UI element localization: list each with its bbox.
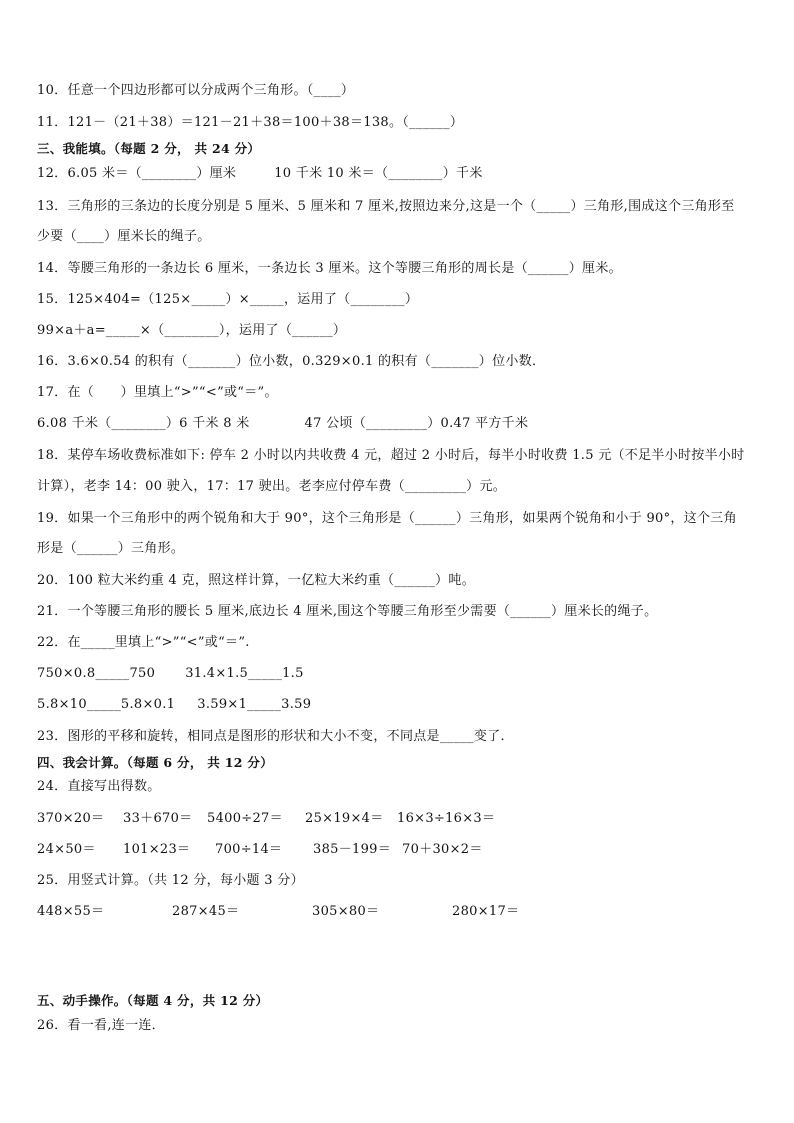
question-26: 26．看一看,连一连． <box>37 1018 165 1033</box>
calc-item: 25×19×4＝ <box>305 811 384 826</box>
question-17-item-b: 47 公顷（_________）0.47 平方千米 <box>304 416 529 431</box>
calc-item: 700÷14＝ <box>215 842 283 857</box>
compare-item: 5.8×10_____5.8×0.1 <box>37 697 176 712</box>
question-15-line-1: 15．125×404=（125×_____）×_____，运用了（________） <box>37 292 419 307</box>
calc-item: 33＋670＝ <box>123 811 193 826</box>
vertical-calc-item: 287×45＝ <box>172 904 240 919</box>
question-25: 25．用竖式计算。（共 12 分，每小题 3 分） <box>37 873 304 888</box>
vertical-calc-item: 280×17＝ <box>452 904 520 919</box>
section-5-heading: 五、动手操作。（每题 4 分，共 12 分） <box>37 993 269 1008</box>
question-21: 21．一个等腰三角形的腰长 5 厘米,底边长 4 厘米,围这个等腰三角形至少需要（______）厘米长的绳子。 <box>37 604 658 619</box>
question-13-line-2: 少要（____）厘米长的绳子。 <box>37 229 211 244</box>
calc-item: 370×20＝ <box>37 811 105 826</box>
question-19-line-1: 19．如果一个三角形中的两个锐角和大于 90°，这个三角形是（______）三角形，如果两个锐角和小于 90°，这个三角 <box>37 511 737 526</box>
question-15-line-2: 99×a＋a=_____×（________），运用了（______） <box>37 323 347 338</box>
question-10: 10．任意一个四边形都可以分成两个三角形。（____） <box>37 83 355 98</box>
calc-item: 70＋30×2＝ <box>402 842 483 857</box>
question-17: 17．在（ ）里填上“>”“<”或“＝”。 <box>37 385 278 400</box>
question-11: 11．121－（21＋38）＝121－21＋38＝100＋38＝138。（______） <box>37 115 464 130</box>
compare-item: 31.4×1.5_____1.5 <box>185 666 304 681</box>
question-14: 14．等腰三角形的一条边长 6 厘米，一条边长 3 厘米。这个等腰三角形的周长是（______）厘米。 <box>37 261 622 276</box>
question-22-row-2 <box>37 696 311 714</box>
question-23: 23．图形的平移和旋转，相同点是图形的形状和大小不变，不同点是_____变了． <box>37 729 514 744</box>
question-12-part-a: 12．6.05 米＝（________）厘米 <box>37 166 237 181</box>
calc-item: 101×23＝ <box>123 842 191 857</box>
question-18-line-1: 18．某停车场收费标准如下: 停车 2 小时以内共收费 4 元，超过 2 小时后，每半小时收费 1.5 元（不足半小时按半小时 <box>37 448 745 463</box>
question-16: 16．3.6×0.54 的积有（_______）位小数，0.329×0.1 的积有（_______）位小数． <box>37 354 546 369</box>
question-17-item-a: 6.08 千米（________）6 千米 8 米 <box>37 416 250 431</box>
calc-item: 16×3÷16×3＝ <box>397 811 496 826</box>
question-24: 24．直接写出得数。 <box>37 779 161 794</box>
question-12 <box>37 165 483 183</box>
section-4-heading: 四、我会计算。（每题 6 分， 共 12 分） <box>37 755 274 770</box>
calc-item: 5400÷27＝ <box>207 811 283 826</box>
question-22-row-1 <box>37 665 304 683</box>
compare-item: 750×0.8_____750 <box>37 666 156 681</box>
question-20: 20．100 粒大米约重 4 克，照这样计算，一亿粒大米约重（______）吨。 <box>37 573 476 588</box>
question-18-line-2: 计算），老李 14：00 驶入，17：17 驶出。老李应付停车费（_________）元。 <box>37 479 507 494</box>
calc-item: 385－199＝ <box>313 842 392 857</box>
vertical-calc-item: 448×55＝ <box>37 904 105 919</box>
compare-item: 3.59×1_____3.59 <box>197 697 312 712</box>
calc-item: 24×50＝ <box>37 842 96 857</box>
question-22: 22．在_____里填上“>”“<”或“＝”. <box>37 635 250 650</box>
question-13-line-1: 13．三角形的三条边的长度分别是 5 厘米、5 厘米和 7 厘米,按照边来分,这是一个（_____）三角形,围成这个三角形至 <box>37 199 735 214</box>
question-19-line-2: 形是（______）三角形。 <box>37 541 185 556</box>
question-17-items <box>37 415 528 433</box>
section-3-heading: 三、我能填。（每题 2 分， 共 24 分） <box>37 141 261 156</box>
vertical-calc-item: 305×80＝ <box>312 904 380 919</box>
question-12-part-b: 10 千米 10 米＝（________）千米 <box>274 166 483 181</box>
